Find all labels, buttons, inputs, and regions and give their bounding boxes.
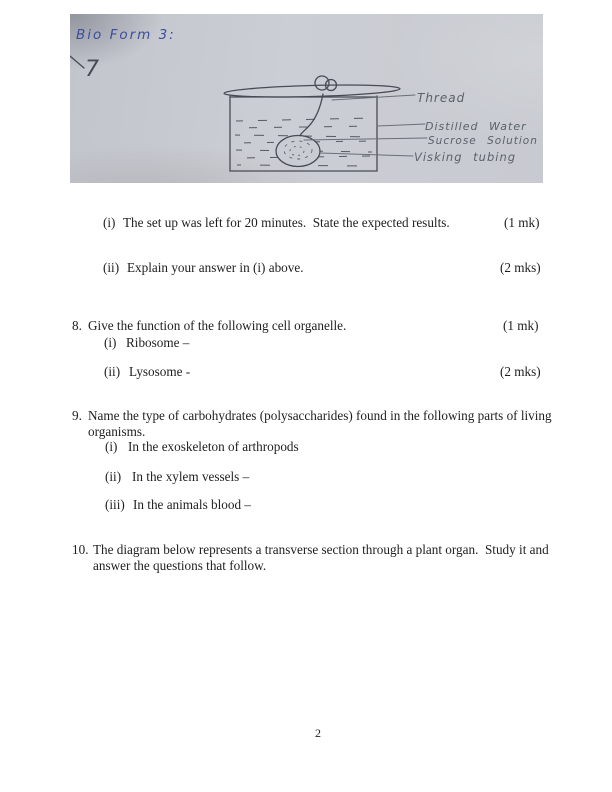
q9-part-ii-numeral: (ii) (105, 469, 122, 484)
q7-part-ii-text: Explain your answer in (i) above. (127, 260, 304, 275)
diagram-label-sucrose-solution: Sucrose Solution (428, 135, 538, 147)
thread-drawing (299, 94, 323, 138)
q9-part-ii-text: In the xylem vessels – (132, 469, 250, 484)
q8-part-ii-marks: (2 mks) (500, 364, 541, 379)
distilled-water-pointer-line (377, 124, 425, 126)
q10-stem-line1: The diagram below represents a transverse section through a plant organ. Study it and (93, 542, 549, 557)
q9-number: 9. (72, 408, 82, 423)
q8-number: 8. (72, 318, 82, 333)
q9-stem-line2: organisms. (88, 424, 146, 439)
q9-stem-line1: Name the type of carbohydrates (polysaccharides) found in the following parts of living (88, 408, 552, 423)
q9-part-iii-text: In the animals blood – (133, 497, 251, 512)
q8-part-i-numeral: (i) (104, 335, 117, 350)
q9-part-i-text: In the exoskeleton of arthropods (128, 439, 299, 454)
handwritten-course-label: Bio Form 3: (76, 27, 176, 43)
stray-pen-stroke (70, 56, 84, 68)
scanned-diagram-image (70, 14, 543, 183)
diagram-label-visking-tubing: Visking tubing (414, 150, 517, 164)
q8-marks: (1 mk) (503, 318, 539, 333)
handwritten-question-number: 7 (85, 57, 99, 82)
diagram-label-thread: Thread (417, 91, 466, 105)
q7-part-ii-numeral: (ii) (103, 260, 120, 275)
q8-part-i-text: Ribosome – (126, 335, 190, 350)
visking-pointer-line (320, 153, 413, 156)
q8-part-ii-numeral: (ii) (104, 364, 121, 379)
q9-part-iii-numeral: (iii) (105, 497, 125, 512)
q10-stem-line2: answer the questions that follow. (93, 558, 267, 573)
q8-part-ii-text: Lysosome - (129, 364, 191, 379)
q9-part-i-numeral: (i) (105, 439, 118, 454)
osmosis-diagram (70, 14, 543, 183)
q8-stem: Give the function of the following cell organelle. (88, 318, 347, 333)
q10-number: 10. (72, 542, 89, 557)
page-number: 2 (315, 726, 321, 740)
q7-part-i-marks: (1 mk) (504, 215, 540, 230)
q7-part-ii-marks: (2 mks) (500, 260, 541, 275)
sucrose-pointer-line (304, 138, 427, 140)
q7-part-i-numeral: (i) (103, 215, 116, 230)
diagram-label-distilled-water: Distilled Water (425, 120, 527, 133)
q7-part-i-text: The set up was left for 20 minutes. State the expected results. (123, 215, 450, 230)
